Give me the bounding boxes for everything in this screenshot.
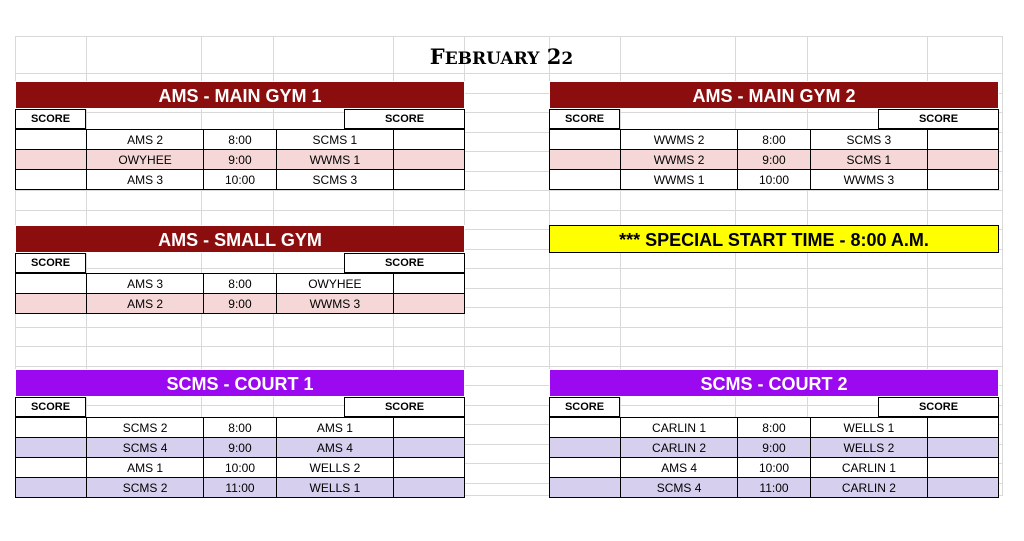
- score-cell[interactable]: [393, 438, 464, 458]
- score-label-right: SCORE: [878, 109, 999, 129]
- score-label-left: SCORE: [15, 253, 86, 273]
- table-row: [550, 438, 999, 458]
- block-ams-main-gym-1: [15, 81, 465, 190]
- score-label-row: [549, 397, 999, 417]
- home-team: WWMS 2: [621, 150, 738, 170]
- block-scms-court-1: [15, 369, 465, 498]
- score-label-left: SCORE: [15, 109, 86, 129]
- home-team: SCMS 2: [87, 478, 204, 498]
- away-team: SCMS 1: [811, 150, 928, 170]
- score-cell[interactable]: [550, 170, 621, 190]
- header-ams-small-gym: AMS - SMALL GYM: [15, 225, 465, 253]
- game-time: 8:00: [203, 418, 276, 438]
- score-cell[interactable]: [16, 478, 87, 498]
- away-team: WELLS 1: [277, 478, 394, 498]
- schedule-table-scms-court-2: [549, 417, 999, 498]
- away-team: WELLS 2: [277, 458, 394, 478]
- block-ams-main-gym-2: [549, 81, 999, 190]
- game-time: 11:00: [737, 478, 810, 498]
- block-scms-court-2: [549, 369, 999, 498]
- score-label-right: SCORE: [344, 253, 465, 273]
- table-row: [550, 478, 999, 498]
- table-row: [16, 458, 465, 478]
- score-cell[interactable]: [927, 418, 998, 438]
- score-label-row: [15, 397, 465, 417]
- score-cell[interactable]: [550, 438, 621, 458]
- table-row: [16, 438, 465, 458]
- score-cell[interactable]: [16, 418, 87, 438]
- home-team: SCMS 2: [87, 418, 204, 438]
- score-label-row: [15, 109, 465, 129]
- game-time: 10:00: [737, 458, 810, 478]
- block-ams-small-gym: [15, 225, 465, 314]
- special-start-time-text: *** SPECIAL START TIME - 8:00 A.M.: [549, 225, 999, 253]
- score-cell[interactable]: [16, 130, 87, 150]
- game-time: 10:00: [203, 458, 276, 478]
- score-label-left: SCORE: [549, 397, 620, 417]
- game-time: 9:00: [737, 438, 810, 458]
- page-title: [281, 44, 722, 70]
- score-label-row: [15, 253, 465, 273]
- away-team: WELLS 2: [811, 438, 928, 458]
- special-start-time-banner: [549, 225, 999, 253]
- away-team: AMS 4: [277, 438, 394, 458]
- game-time: 11:00: [203, 478, 276, 498]
- table-row: [550, 150, 999, 170]
- header-ams-main-gym-2: AMS - MAIN GYM 2: [549, 81, 999, 109]
- game-time: 9:00: [203, 438, 276, 458]
- away-team: SCMS 1: [277, 130, 394, 150]
- home-team: CARLIN 2: [621, 438, 738, 458]
- score-cell[interactable]: [393, 274, 464, 294]
- header-scms-court-1: SCMS - COURT 1: [15, 369, 465, 397]
- table-row: [550, 458, 999, 478]
- score-cell[interactable]: [927, 438, 998, 458]
- away-team: CARLIN 2: [811, 478, 928, 498]
- home-team: AMS 4: [621, 458, 738, 478]
- away-team: SCMS 3: [811, 130, 928, 150]
- game-time: 8:00: [203, 130, 276, 150]
- score-cell[interactable]: [927, 478, 998, 498]
- score-cell[interactable]: [550, 458, 621, 478]
- home-team: AMS 2: [87, 130, 204, 150]
- score-cell[interactable]: [927, 150, 998, 170]
- schedule-table-ams-small-gym: [15, 273, 465, 314]
- score-cell[interactable]: [927, 458, 998, 478]
- table-row: [16, 170, 465, 190]
- score-cell[interactable]: [393, 294, 464, 314]
- score-cell[interactable]: [16, 458, 87, 478]
- home-team: AMS 1: [87, 458, 204, 478]
- score-cell[interactable]: [927, 130, 998, 150]
- score-cell[interactable]: [550, 478, 621, 498]
- home-team: AMS 3: [87, 274, 204, 294]
- score-label-row: [549, 109, 999, 129]
- schedule-table-ams-main-gym-2: [549, 129, 999, 190]
- score-cell[interactable]: [393, 478, 464, 498]
- score-cell[interactable]: [550, 130, 621, 150]
- score-label-right: SCORE: [878, 397, 999, 417]
- table-row: [550, 418, 999, 438]
- header-ams-main-gym-1: AMS - MAIN GYM 1: [15, 81, 465, 109]
- home-team: AMS 3: [87, 170, 204, 190]
- table-row: [550, 170, 999, 190]
- away-team: CARLIN 1: [811, 458, 928, 478]
- page-title-text: FEBRUARY 22: [429, 44, 574, 69]
- score-cell[interactable]: [550, 418, 621, 438]
- table-row: [16, 294, 465, 314]
- away-team: AMS 1: [277, 418, 394, 438]
- table-row: [550, 130, 999, 150]
- table-row: [16, 274, 465, 294]
- score-cell[interactable]: [16, 438, 87, 458]
- game-time: 9:00: [203, 150, 276, 170]
- score-label-left: SCORE: [15, 397, 86, 417]
- score-label-left: SCORE: [549, 109, 620, 129]
- home-team: SCMS 4: [621, 478, 738, 498]
- score-cell[interactable]: [16, 170, 87, 190]
- score-label-right: SCORE: [344, 109, 465, 129]
- table-row: [16, 418, 465, 438]
- score-cell[interactable]: [16, 294, 87, 314]
- header-scms-court-2: SCMS - COURT 2: [549, 369, 999, 397]
- away-team: OWYHEE: [277, 274, 394, 294]
- game-time: 8:00: [737, 130, 810, 150]
- home-team: WWMS 2: [621, 130, 738, 150]
- score-cell[interactable]: [393, 130, 464, 150]
- away-team: WWMS 3: [811, 170, 928, 190]
- score-cell[interactable]: [393, 418, 464, 438]
- score-cell[interactable]: [393, 170, 464, 190]
- game-time: 10:00: [203, 170, 276, 190]
- home-team: WWMS 1: [621, 170, 738, 190]
- away-team: SCMS 3: [277, 170, 394, 190]
- score-cell[interactable]: [393, 458, 464, 478]
- game-time: 10:00: [737, 170, 810, 190]
- game-time: 9:00: [737, 150, 810, 170]
- home-team: OWYHEE: [87, 150, 204, 170]
- away-team: WWMS 1: [277, 150, 394, 170]
- score-cell[interactable]: [16, 150, 87, 170]
- table-row: [16, 150, 465, 170]
- away-team: WELLS 1: [811, 418, 928, 438]
- game-time: 8:00: [203, 274, 276, 294]
- score-cell[interactable]: [927, 170, 998, 190]
- score-cell[interactable]: [393, 150, 464, 170]
- score-cell[interactable]: [550, 150, 621, 170]
- schedule-table-ams-main-gym-1: [15, 129, 465, 190]
- game-time: 9:00: [203, 294, 276, 314]
- table-row: [16, 478, 465, 498]
- score-label-right: SCORE: [344, 397, 465, 417]
- game-time: 8:00: [737, 418, 810, 438]
- score-cell[interactable]: [16, 274, 87, 294]
- home-team: AMS 2: [87, 294, 204, 314]
- home-team: SCMS 4: [87, 438, 204, 458]
- table-row: [16, 130, 465, 150]
- home-team: CARLIN 1: [621, 418, 738, 438]
- schedule-table-scms-court-1: [15, 417, 465, 498]
- away-team: WWMS 3: [277, 294, 394, 314]
